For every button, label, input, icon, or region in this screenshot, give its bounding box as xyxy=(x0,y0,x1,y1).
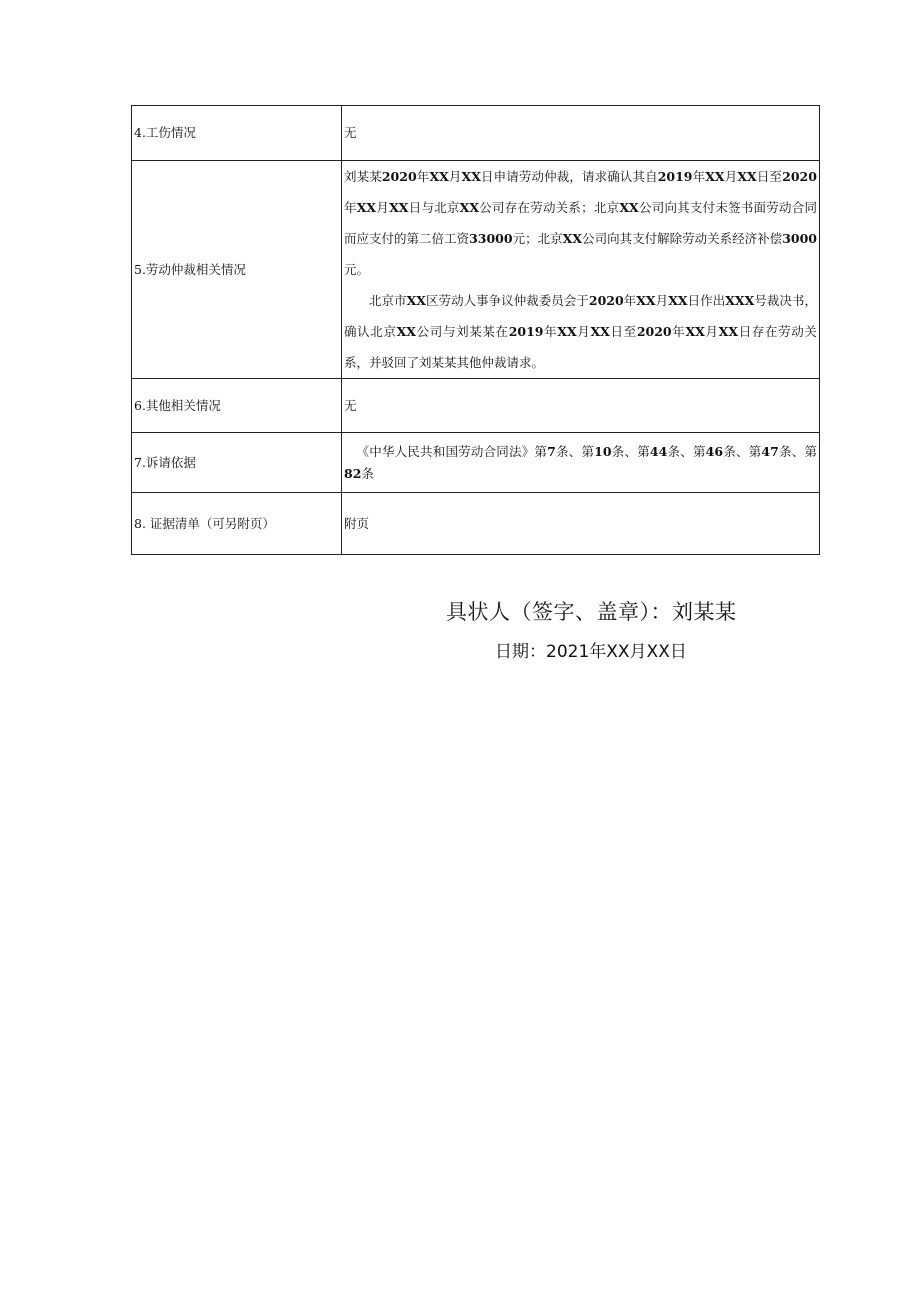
content-arbitration xyxy=(342,161,820,379)
complaint-table xyxy=(131,105,820,555)
row-evidence-list xyxy=(132,493,820,555)
label-evidence-list: 8. 证据清单（可另附页） xyxy=(132,493,342,555)
label-arbitration: 5.劳动仲裁相关情况 xyxy=(132,161,342,379)
label-legal-basis: 7.诉请依据 xyxy=(132,433,342,493)
content-other: 无 xyxy=(342,379,820,433)
row-arbitration xyxy=(132,161,820,379)
row-legal-basis xyxy=(132,433,820,493)
date-line: 日期：2021年XX月XX日 xyxy=(495,642,687,662)
arbitration-paragraph-award: 北京市XX区劳动人事争议仲裁委员会于2020年XX月XX日作出XXX号裁决书，确认北京XX公司与刘某某在2019年XX月XX日至2020年XX月XX日存在劳动关系，并驳回了刘某某其他仲裁请求。 xyxy=(344,293,817,370)
label-work-injury: 4.工伤情况 xyxy=(132,106,342,161)
row-other xyxy=(132,379,820,433)
row-work-injury xyxy=(132,106,820,161)
label-other: 6.其他相关情况 xyxy=(132,379,342,433)
arbitration-paragraph-application: 刘某某2020年XX月XX日申请劳动仲裁，请求确认其自2019年XX月XX日至2020年XX月XX日与北京XX公司存在劳动关系；北京XX公司向其支付未签书面劳动合同而应支付的第二倍工资33000元；北京XX公司向其支付解除劳动关系经济补偿3000元。 xyxy=(344,169,817,277)
content-work-injury: 无 xyxy=(342,106,820,161)
legal-basis-text: 《中华人民共和国劳动合同法》第7条、第10条、第44条、第46条、第47条、第82条 xyxy=(344,443,817,481)
content-evidence-list: 附页 xyxy=(342,493,820,555)
signature-line: 具状人（签字、盖章）：刘某某 xyxy=(446,600,737,624)
content-legal-basis xyxy=(342,433,820,493)
